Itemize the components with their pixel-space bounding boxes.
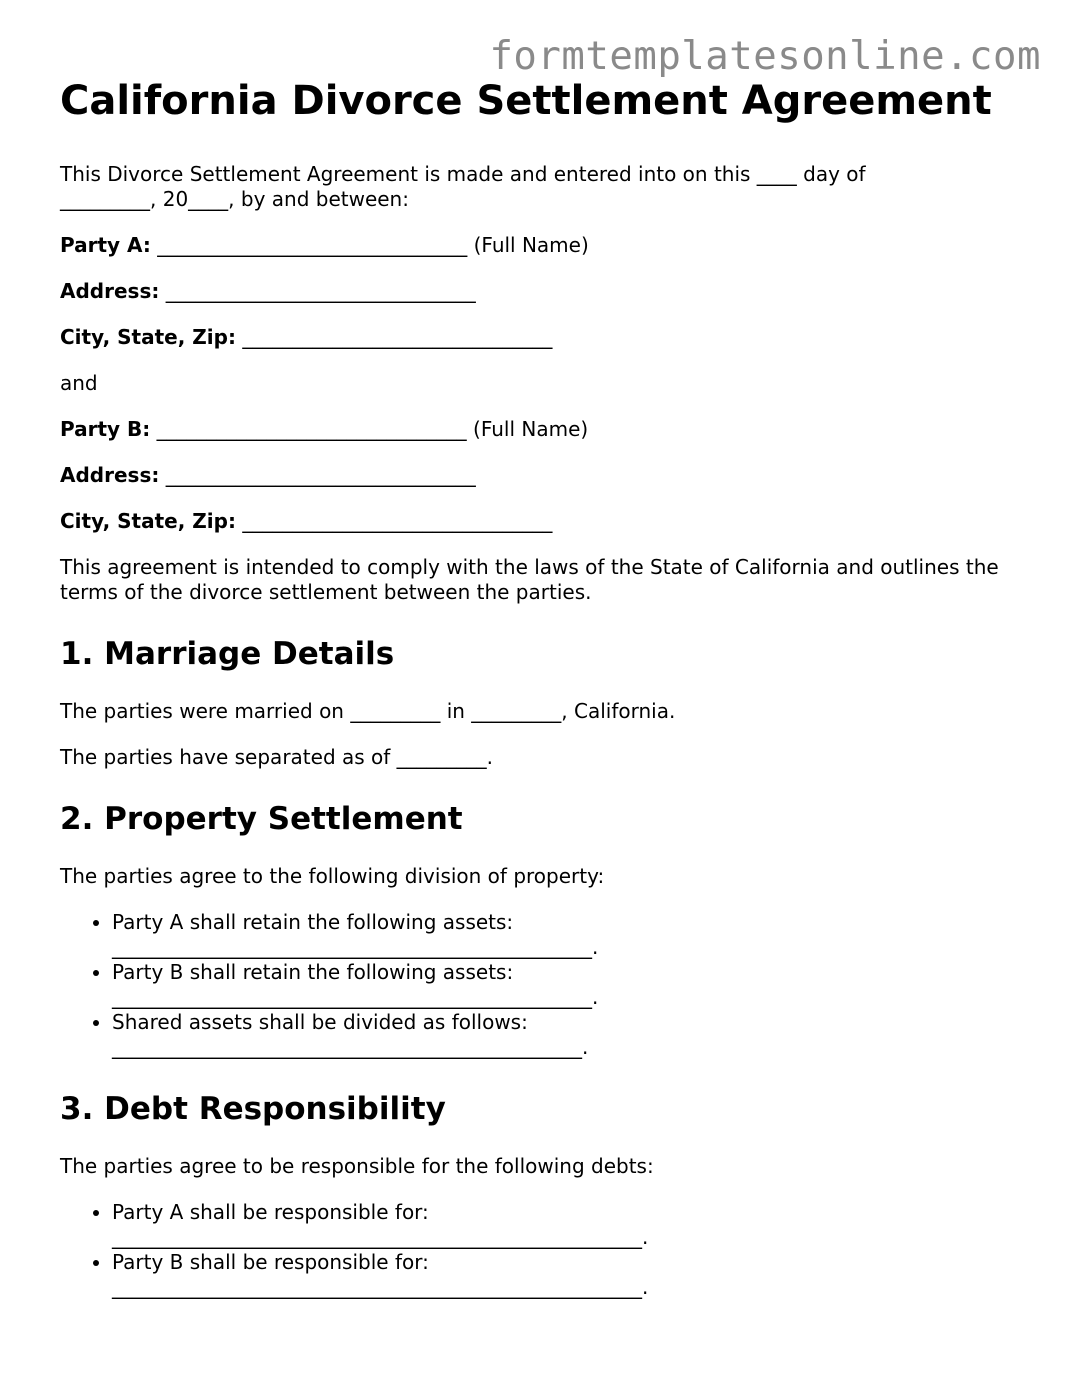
list-item-text: Party A shall retain the following assets: [112, 910, 514, 934]
property-intro: The parties agree to the following division of property: [60, 864, 605, 888]
party-b-address-blank: _______________________________ [165, 463, 476, 487]
party-a-city-line [60, 325, 1020, 350]
list-item [112, 910, 1020, 960]
debt-heading: 3. Debt Responsibility [60, 1091, 446, 1127]
list-item-blank: _______________________________________________. [112, 1035, 589, 1059]
party-b-name-line [60, 417, 1020, 442]
party-a-city-label: City, State, Zip: [60, 325, 236, 349]
compliance-paragraph: This agreement is intended to comply with the laws of the State of California and outlines the terms of the divorce settlement between the parties. [60, 555, 999, 604]
marriage-heading: 1. Marriage Details [60, 636, 395, 672]
list-item-text: Shared assets shall be divided as follows: [112, 1010, 528, 1034]
and-text: and [60, 371, 98, 395]
party-a-city-blank: _______________________________ [242, 325, 553, 349]
party-b-city-blank: _______________________________ [242, 509, 553, 533]
document-page [60, 76, 1020, 1326]
party-b-address-line [60, 463, 1020, 488]
party-a-name-blank: _______________________________ (Full Name) [157, 233, 589, 257]
property-heading: 2. Property Settlement [60, 801, 463, 837]
list-item-text: Party A shall be responsible for: [112, 1200, 429, 1224]
party-b-city-label: City, State, Zip: [60, 509, 236, 533]
debt-list [60, 1200, 1020, 1300]
list-item [112, 960, 1020, 1010]
page-title: California Divorce Settlement Agreement [60, 78, 992, 124]
list-item-text: Party B shall retain the following assets: [112, 960, 514, 984]
watermark: formtemplatesonline.com [489, 34, 1041, 79]
intro-line-2: _________, 20____, by and between: [60, 187, 409, 211]
list-item-blank: _____________________________________________________. [112, 1275, 649, 1299]
debt-intro: The parties agree to be responsible for the following debts: [60, 1154, 654, 1178]
party-a-address-line [60, 279, 1020, 304]
married-line: The parties were married on _________ in _________, California. [60, 699, 676, 723]
party-a-address-blank: _______________________________ [165, 279, 476, 303]
list-item-text: Party B shall be responsible for: [112, 1250, 429, 1274]
list-item [112, 1250, 1020, 1300]
party-a-name-line [60, 233, 1020, 258]
intro-line-1: This Divorce Settlement Agreement is made and entered into on this ____ day of [60, 162, 866, 186]
list-item [112, 1010, 1020, 1060]
list-item-blank: _____________________________________________________. [112, 1225, 649, 1249]
list-item-blank: ________________________________________________. [112, 935, 599, 959]
list-item [112, 1200, 1020, 1250]
list-item-blank: ________________________________________________. [112, 985, 599, 1009]
party-b-label: Party B: [60, 417, 151, 441]
party-a-label: Party A: [60, 233, 151, 257]
party-b-address-label: Address: [60, 463, 160, 487]
party-b-city-line [60, 509, 1020, 534]
party-b-name-blank: _______________________________ (Full Name) [156, 417, 589, 441]
intro-paragraph [60, 162, 1020, 212]
party-a-address-label: Address: [60, 279, 160, 303]
property-list [60, 910, 1020, 1060]
separated-line: The parties have separated as of _________. [60, 745, 494, 769]
